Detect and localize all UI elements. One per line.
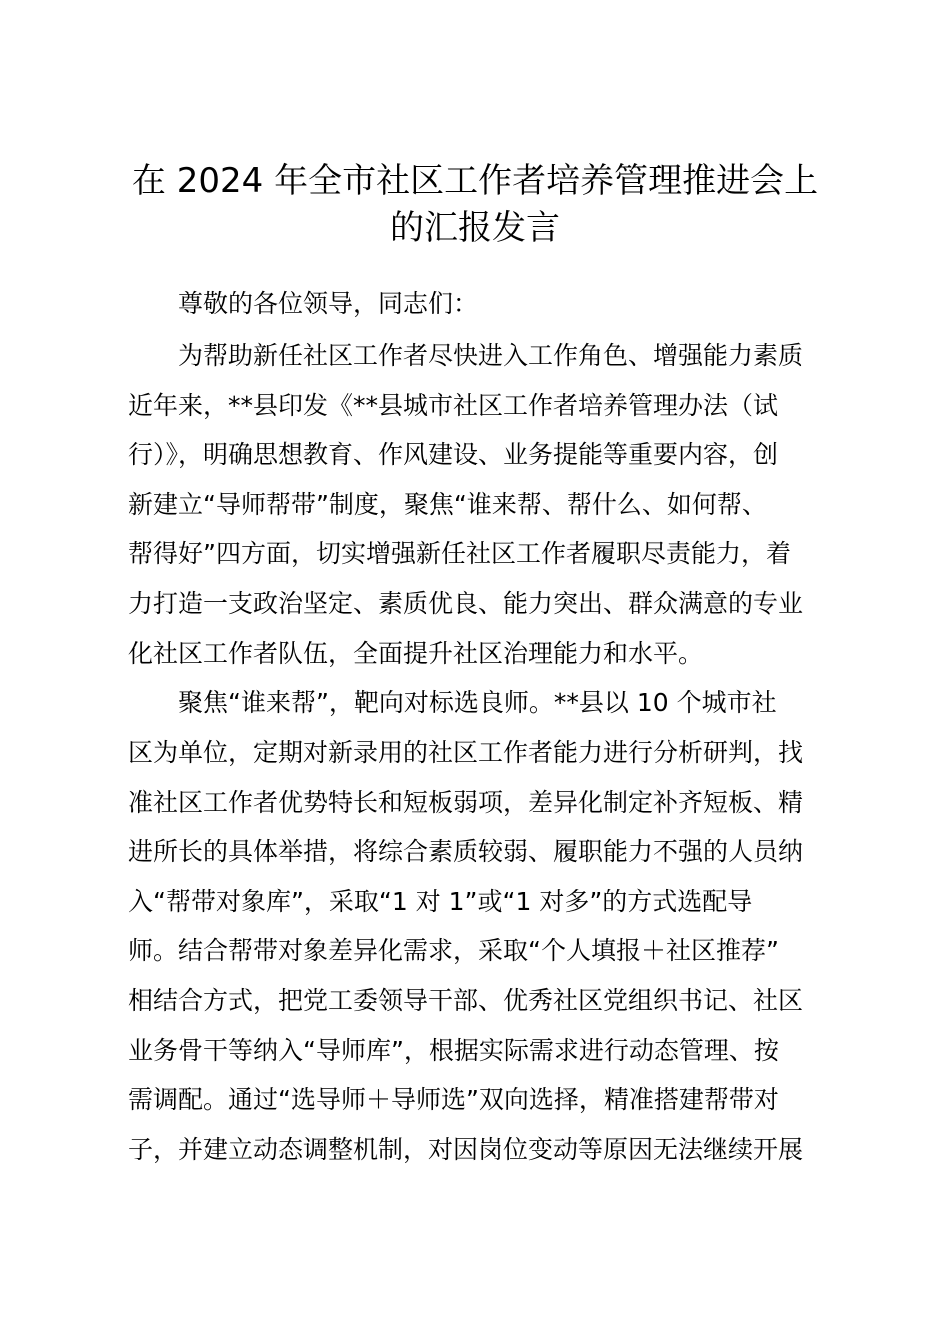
paragraph-2-line: 聚焦“谁来帮”，靶向对标选良师。**县以 10 个城市社 — [178, 688, 777, 717]
paragraph-2-line: 区为单位，定期对新录用的社区工作者能力进行分析研判，找 — [128, 738, 804, 767]
paragraph-2-line: 子，并建立动态调整机制，对因岗位变动等原因无法继续开展 — [128, 1135, 804, 1164]
paragraph-2-line: 师。结合帮带对象差异化需求，采取“个人填报＋社区推荐” — [128, 936, 779, 965]
paragraph-2-line: 需调配。通过“选导师＋导师选”双向选择，精准搭建帮带对 — [128, 1085, 779, 1114]
paragraph-2-line: 入“帮带对象库”，采取“1 对 1”或“1 对多”的方式选配导 — [128, 887, 753, 916]
paragraph-2-line: 准社区工作者优势特长和短板弱项，差异化制定补齐短板、精 — [128, 788, 804, 817]
paragraph-1-line: 力打造一支政治坚定、素质优良、能力突出、群众满意的专业 — [128, 589, 804, 618]
paragraph-2-line: 业务骨干等纳入“导师库”，根据实际需求进行动态管理、按 — [128, 1036, 779, 1065]
paragraph-1-line: 帮得好”四方面，切实增强新任社区工作者履职尽责能力，着 — [128, 539, 791, 568]
paragraph-1-line: 化社区工作者队伍，全面提升社区治理能力和水平。 — [128, 639, 704, 668]
paragraph-1-line: 新建立“导师帮带”制度，聚焦“谁来帮、帮什么、如何帮、 — [128, 490, 767, 519]
document-title-line-2: 的汇报发言 — [390, 208, 560, 248]
paragraph-1-line: 行）》，明确思想教育、作风建设、业务提能等重要内容，创 — [128, 440, 779, 469]
paragraph-1-line: 近年来，**县印发《**县城市社区工作者培养管理办法（试 — [128, 391, 779, 420]
paragraph-1-line: 为帮助新任社区工作者尽快进入工作角色、增强能力素质 — [178, 341, 804, 370]
salutation: 尊敬的各位领导，同志们： — [178, 289, 479, 318]
paragraph-2-line: 进所长的具体举措，将综合素质较弱、履职能力不强的人员纳 — [128, 837, 804, 866]
document-title-line-1: 在 2024 年全市社区工作者培养管理推进会上 — [131, 161, 819, 201]
paragraph-2-line: 相结合方式，把党工委领导干部、优秀社区党组织书记、社区 — [128, 986, 804, 1015]
